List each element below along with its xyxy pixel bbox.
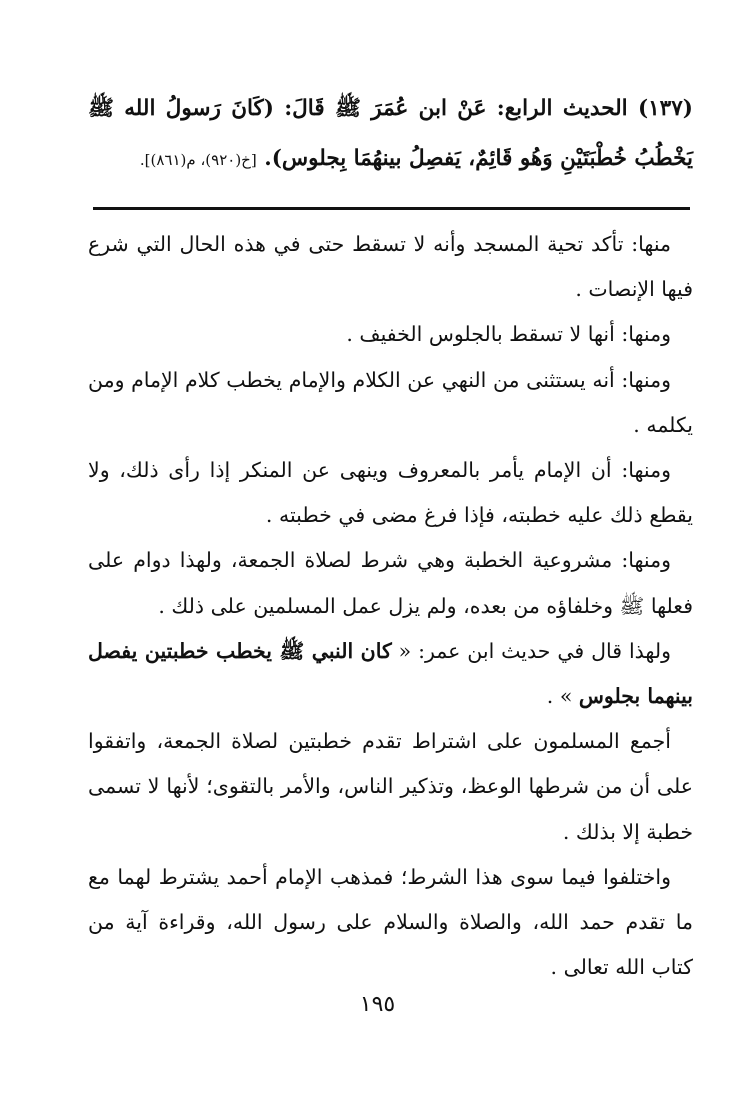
hadith-text: عَنْ ابن عُمَرَ ﷺ قَالَ: (كَانَ رَسولُ الله ﷺ يَخْطُبُ خُطْبَتَيْنِ وَهُو قَائِمٌ، يَفصِلُ بينهُمَا بِجلوس). — [88, 96, 693, 171]
commentary-paragraph: ومنها: أنه يستثنى من النهي عن الكلام والإمام يخطب كلام الإمام ومن يكلمه . — [88, 367, 693, 437]
hadith-block — [88, 84, 693, 185]
commentary-paragraph: ومنها: أن الإمام يأمر بالمعروف وينهى عن المنكر إذا رأى ذلك، ولا يقطع ذلك عليه خطبته، فإذا فرغ مضى في خطبته . — [88, 458, 693, 528]
commentary-paragraph: ومنها: مشروعية الخطبة وهي شرط لصلاة الجمعة، ولهذا دوام على فعلها ﷺ وخلفاؤه من بعده، ولم يزل عمل المسلمين على ذلك . — [88, 548, 693, 618]
hadith-reference: [خ(٩٢٠)، م(٨٦١)]. — [139, 151, 257, 169]
section-divider — [93, 207, 690, 210]
commentary-paragraph: أجمع المسلمون على اشتراط تقدم خطبتين لصلاة الجمعة، واتفقوا على أن من شرطها الوعظ، وتذكير الناس، والأمر بالتقوى؛ لأنها لا تسمى خطبة إلا بذلك . — [88, 729, 693, 844]
hadith-title: الحديث الرابع: — [496, 96, 628, 121]
commentary-paragraph-quote: ولهذا قال في حديث ابن عمر: « كان النبي ﷺ يخطب خطبتين يفصل بينهما بجلوس » . — [88, 638, 693, 709]
hadith-quote: كان النبي ﷺ يخطب خطبتين يفصل بينهما بجلوس — [88, 638, 693, 709]
hadith-number: (١٣٧) — [637, 96, 693, 121]
commentary-paragraph: منها: تأكد تحية المسجد وأنه لا تسقط حتى في هذه الحال التي شرع فيها الإنصات . — [88, 232, 693, 302]
commentary-paragraph: ومنها: أنها لا تسقط بالجلوس الخفيف . — [346, 322, 671, 347]
page-number: ١٩٥ — [359, 992, 396, 1017]
commentary-paragraph: واختلفوا فيما سوى هذا الشرط؛ فمذهب الإمام أحمد يشترط لهما مع ما تقدم حمد الله، والصلاة والسلام على رسول الله، وقراءة آية من كتاب الله تعالى . — [88, 864, 693, 980]
commentary — [88, 222, 693, 990]
